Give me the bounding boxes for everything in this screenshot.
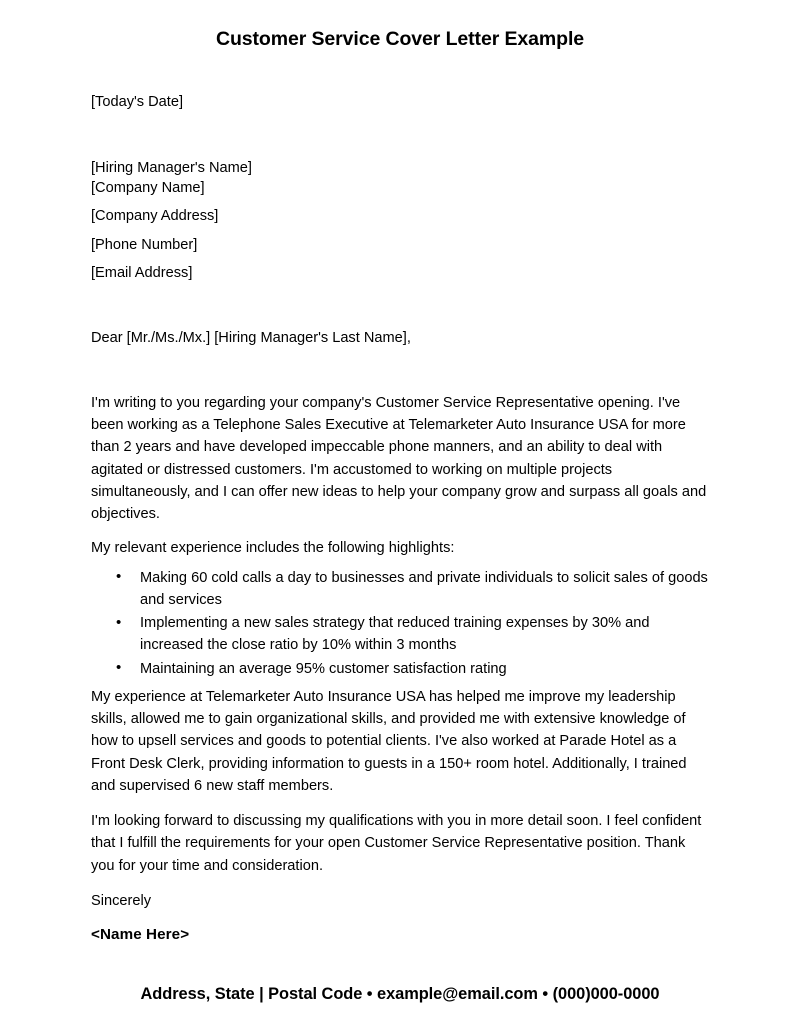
list-item-text: Making 60 cold calls a day to businesses and private individuals to solicit sales of goods and services <box>140 569 708 608</box>
spacer-recipient-address <box>91 198 710 206</box>
recipient-address: [Company Address] <box>91 208 219 225</box>
signature-name: <Name Here> <box>91 926 190 944</box>
paragraph-intro: I'm writing to you regarding your company's Customer Service Representative opening. I've been working as a Telephone Sales Executive at Telemarketer Auto Insurance USA for more than 2 years and have developed impeccable phone manners, and an ability to deal with agitated or distressed customers. I'm accustomed to working on multiple projects simultaneously, and I can offer new ideas to help your company grow and surpass all goals and objectives. <box>91 394 707 523</box>
list-item <box>91 612 710 657</box>
spacer-before-signoff <box>91 877 710 890</box>
bullet-icon: • <box>116 568 122 586</box>
spacer-after-date <box>91 112 710 158</box>
page-title: Customer Service Cover Letter Example <box>215 28 585 50</box>
list-item-text: Maintaining an average 95% customer satisfaction rating <box>140 660 507 677</box>
bullet-icon: • <box>116 659 122 677</box>
recipient-company: [Company Name] <box>91 180 205 197</box>
spacer-before-signature <box>91 912 710 923</box>
date-placeholder: [Today's Date] <box>91 94 184 110</box>
letter-body <box>91 92 710 946</box>
recipient-phone: [Phone Number] <box>91 236 198 253</box>
salutation: Dear [Mr./Ms./Mx.] [Hiring Manager's Last Name], <box>91 329 411 346</box>
highlights-lead-in: My relevant experience includes the following highlights: <box>91 540 455 557</box>
list-item <box>91 658 710 680</box>
recipient-email: [Email Address] <box>91 264 193 281</box>
spacer-before-body <box>91 349 710 392</box>
contact-footer: Address, State | Postal Code • example@email.com • (000)000-0000 <box>140 985 660 1003</box>
list-item <box>91 567 710 612</box>
spacer-address-phone <box>91 227 710 235</box>
spacer-before-salutation <box>91 283 710 327</box>
sign-off: Sincerely <box>91 892 152 909</box>
list-item-text: Implementing a new sales strategy that reduced training expenses by 30% and increased the close ratio by 10% within 3 months <box>140 615 650 654</box>
highlights-list <box>91 567 710 680</box>
spacer-phone-email <box>91 255 710 263</box>
spacer-before-closing <box>91 797 710 810</box>
bullet-icon: • <box>116 613 122 631</box>
paragraph-closing: I'm looking forward to discussing my qualifications with you in more detail soon. I feel confident that I fulfill the requirements for your open Customer Service Representative position. Thank you for your time and consideration. <box>91 813 702 874</box>
recipient-name: [Hiring Manager's Name] <box>91 160 252 177</box>
paragraph-experience: My experience at Telemarketer Auto Insurance USA has helped me improve my leadership skills, allowed me to gain organizational skills, and provided me with extensive knowledge of how to upsell services and goods to potential clients. I've also worked at Parade Hotel as a Front Desk Clerk, providing information to guests in a 150+ room hotel. Additionally, I trained and supervised 6 new staff members. <box>91 688 687 794</box>
